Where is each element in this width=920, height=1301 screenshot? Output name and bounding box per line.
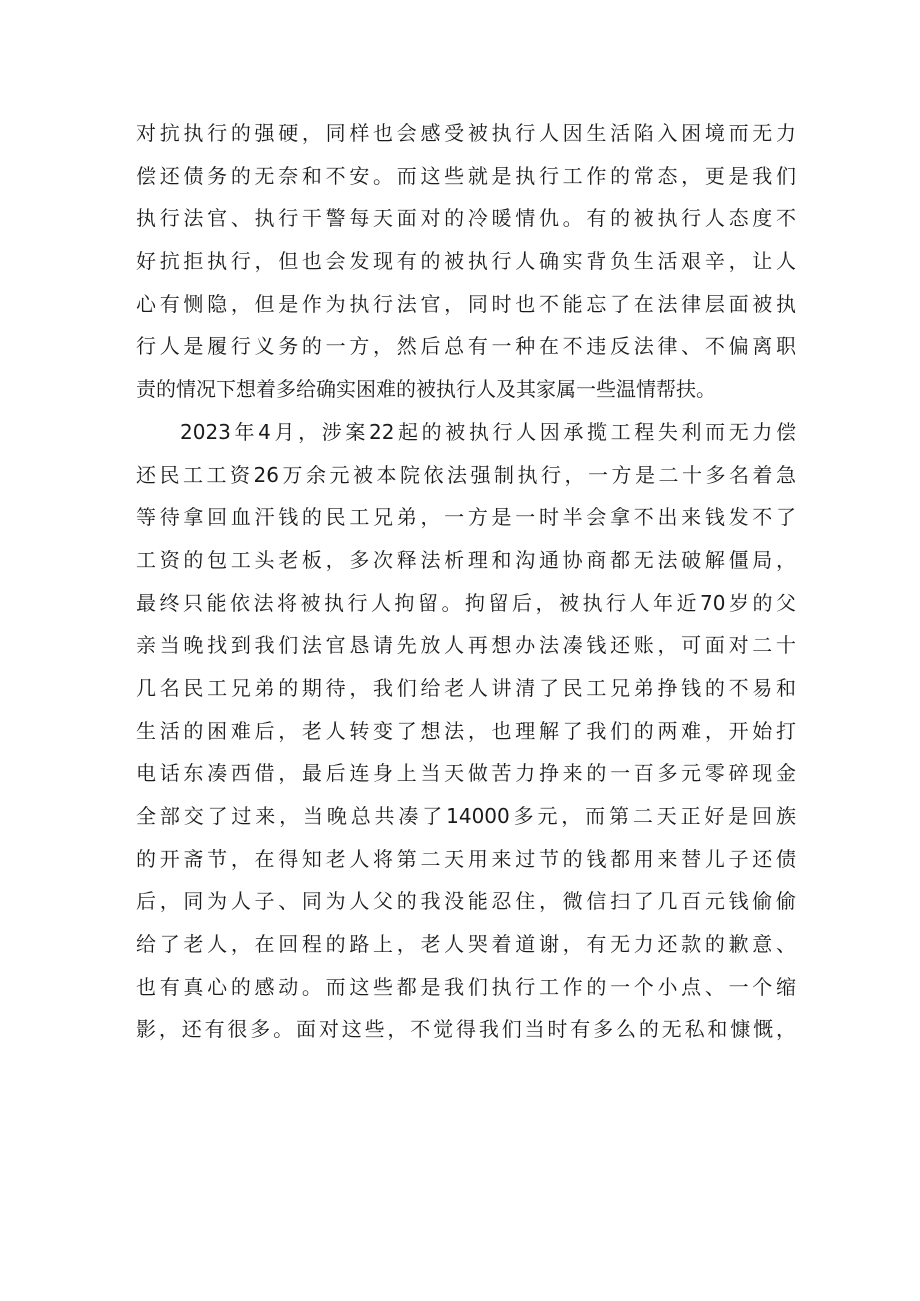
text-line: 也有真心的感动。而这些都是我们执行工作的一个小点、一个缩: [136, 974, 796, 999]
text-line: 几名民工兄弟的期待，我们给老人讲清了民工兄弟挣钱的不易和: [136, 675, 796, 700]
text-line: 工资的包工头老板，多次释法析理和沟通协商都无法破解僵局，: [136, 547, 796, 572]
text-line: 生活的困难后，老人转变了想法，也理解了我们的两难，开始打: [136, 718, 796, 743]
text-line: 执行法官、执行干警每天面对的冷暖情仇。有的被执行人态度不: [136, 206, 796, 231]
text-line: 最终只能依法将被执行人拘留。拘留后，被执行人年近70岁的父: [136, 590, 796, 615]
text-line: 还民工工资26万余元被本院依法强制执行，一方是二十多名着急: [136, 462, 796, 487]
text-line: 电话东凑西借，最后连身上当天做苦力挣来的一百多元零碎现金: [136, 761, 796, 786]
text-line: 影，还有很多。面对这些，不觉得我们当时有多么的无私和慷慨，: [136, 1017, 796, 1042]
text-line: 等待拿回血汗钱的民工兄弟，一方是一时半会拿不出来钱发不了: [136, 505, 796, 530]
text-line: 给了老人，在回程的路上，老人哭着道谢，有无力还款的歉意、: [136, 932, 796, 957]
text-line: 亲当晚找到我们法官恳请先放人再想办法凑钱还账，可面对二十: [136, 633, 796, 658]
text-line: 责的情况下想着多给确实困难的被执行人及其家属一些温情帮扶。: [136, 377, 716, 402]
text-line: 好抗拒执行，但也会发现有的被执行人确实背负生活艰辛，让人: [136, 249, 796, 274]
text-line: 对抗执行的强硬，同样也会感受被执行人因生活陷入困境而无力: [136, 121, 796, 145]
body-text: [136, 112, 796, 1051]
text-line: 偿还债务的无奈和不安。而这些就是执行工作的常态，更是我们: [136, 163, 796, 188]
paragraph-first-line: 2023年4月，涉案22起的被执行人因承揽工程失利而无力偿: [180, 419, 796, 444]
text-line: 后，同为人子、同为人父的我没能忍住，微信扫了几百元钱偷偷: [136, 889, 796, 914]
text-line: 行人是履行义务的一方，然后总有一种在不违反法律、不偏离职: [136, 334, 796, 359]
text-line: 心有恻隐，但是作为执行法官，同时也不能忘了在法律层面被执: [136, 291, 796, 316]
text-line: 的开斋节，在得知老人将第二天用来过节的钱都用来替儿子还债: [136, 846, 796, 871]
text-line: 全部交了过来，当晚总共凑了14000多元，而第二天正好是回族: [136, 804, 796, 828]
